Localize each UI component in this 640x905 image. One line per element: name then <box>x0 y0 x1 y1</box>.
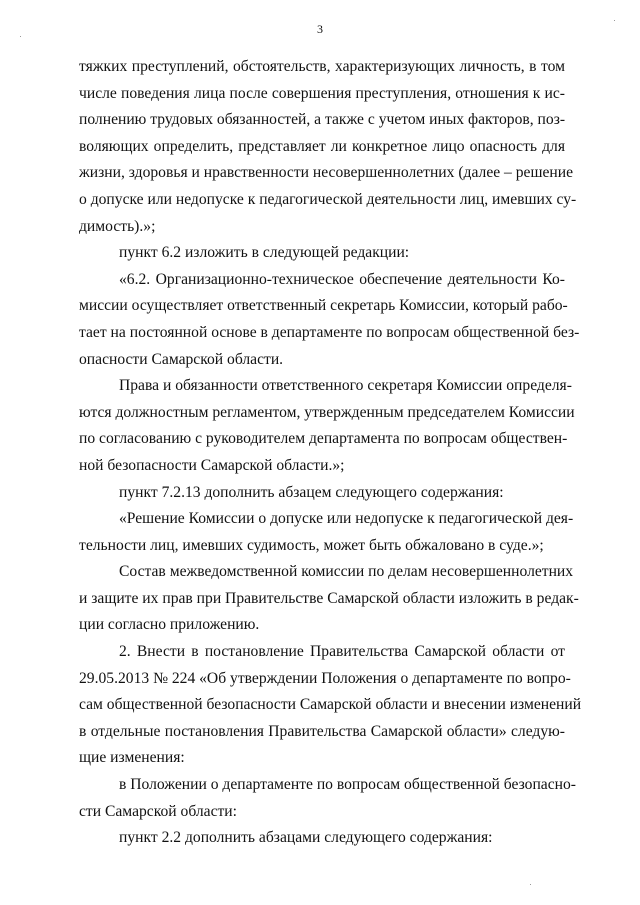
text-line: сам общественной безопасности Самарской области и внесении изменений <box>79 696 582 714</box>
text-line: тяжких преступлений, обстоятельств, характеризующих личность, в том <box>79 58 565 75</box>
text-line: щие изменения: <box>79 749 185 767</box>
text-line: и защите их прав при Правительстве Самарской области изложить в редак- <box>79 589 579 607</box>
text-line: опасности Самарской области. <box>79 350 284 368</box>
document-body <box>79 54 582 852</box>
text-line: в отдельные постановления Правительства Самарской области» следую- <box>79 722 565 740</box>
text-line: пункт 6.2 изложить в следующей редакции: <box>119 244 410 262</box>
page-number: 3 <box>317 22 323 36</box>
text-line: тельности лиц, имевших судимость, может быть обжаловано в суде.»; <box>79 536 544 554</box>
paragraph-point-6-2-intro <box>79 240 565 267</box>
paragraph-appeal-decision <box>79 506 574 559</box>
text-line: «Решение Комиссии о допуске или недопуске к педагогической дея- <box>119 510 574 528</box>
paragraph-commission-composition <box>79 559 579 639</box>
text-line: воляющих определить, представляет ли конкретное лицо опасность для <box>79 137 565 155</box>
paragraph-continuation <box>79 54 577 240</box>
scan-speck <box>530 884 531 885</box>
text-line: «6.2. Организационно-техническое обеспечение деятельности Ко- <box>119 270 565 288</box>
text-line: ной безопасности Самарской области.»; <box>79 456 345 474</box>
text-line: Состав межведомственной комиссии по делам несовершеннолетних <box>119 563 574 581</box>
text-line: полнению трудовых обязанностей, а также с учетом иных факторов, поз- <box>79 111 566 129</box>
text-line: тает на постоянной основе в департаменте по вопросам общественной без- <box>79 323 580 341</box>
scan-speck <box>20 36 21 37</box>
text-line: по согласованию с руководителем департамента по вопросам обществен- <box>79 430 568 448</box>
text-line: пункт 2.2 дополнить абзацами следующего содержания: <box>119 829 493 847</box>
scan-speck <box>614 20 615 21</box>
text-line: сти Самарской области: <box>79 802 237 820</box>
paragraph-point-2-2-intro <box>79 825 565 852</box>
text-line: ются должностным регламентом, утвержденным председателем Комиссии <box>79 403 575 421</box>
text-line: пункт 7.2.13 дополнить абзацем следующего содержания: <box>119 483 504 501</box>
text-line: миссии осуществляет ответственный секретарь Комиссии, который рабо- <box>79 297 568 315</box>
text-line: жизни, здоровья и нравственности несовершеннолетних (далее – решение <box>79 164 574 182</box>
text-line: 2. Внести в постановление Правительства Самарской области от <box>119 643 565 661</box>
paragraph-secretary-rights <box>79 373 575 479</box>
text-line: в Положении о департаменте по вопросам общественной безопасно- <box>119 776 576 794</box>
text-line: числе поведения лица после совершения преступления, отношения к ис- <box>79 84 565 102</box>
paragraph-department-regulation <box>79 772 576 825</box>
text-line: о допуске или недопуске к педагогической деятельности лиц, имевших су- <box>79 190 577 208</box>
paragraph-section-2 <box>79 639 582 772</box>
text-line: димость).»; <box>79 217 156 235</box>
text-line: Права и обязанности ответственного секретаря Комиссии определя- <box>119 377 572 395</box>
text-line: ции согласно приложению. <box>79 616 260 634</box>
paragraph-point-7-2-13-intro <box>79 480 565 507</box>
text-line: 29.05.2013 № 224 «Об утверждении Положения о департаменте по вопро- <box>79 669 571 687</box>
paragraph-point-6-2-text <box>79 267 580 373</box>
